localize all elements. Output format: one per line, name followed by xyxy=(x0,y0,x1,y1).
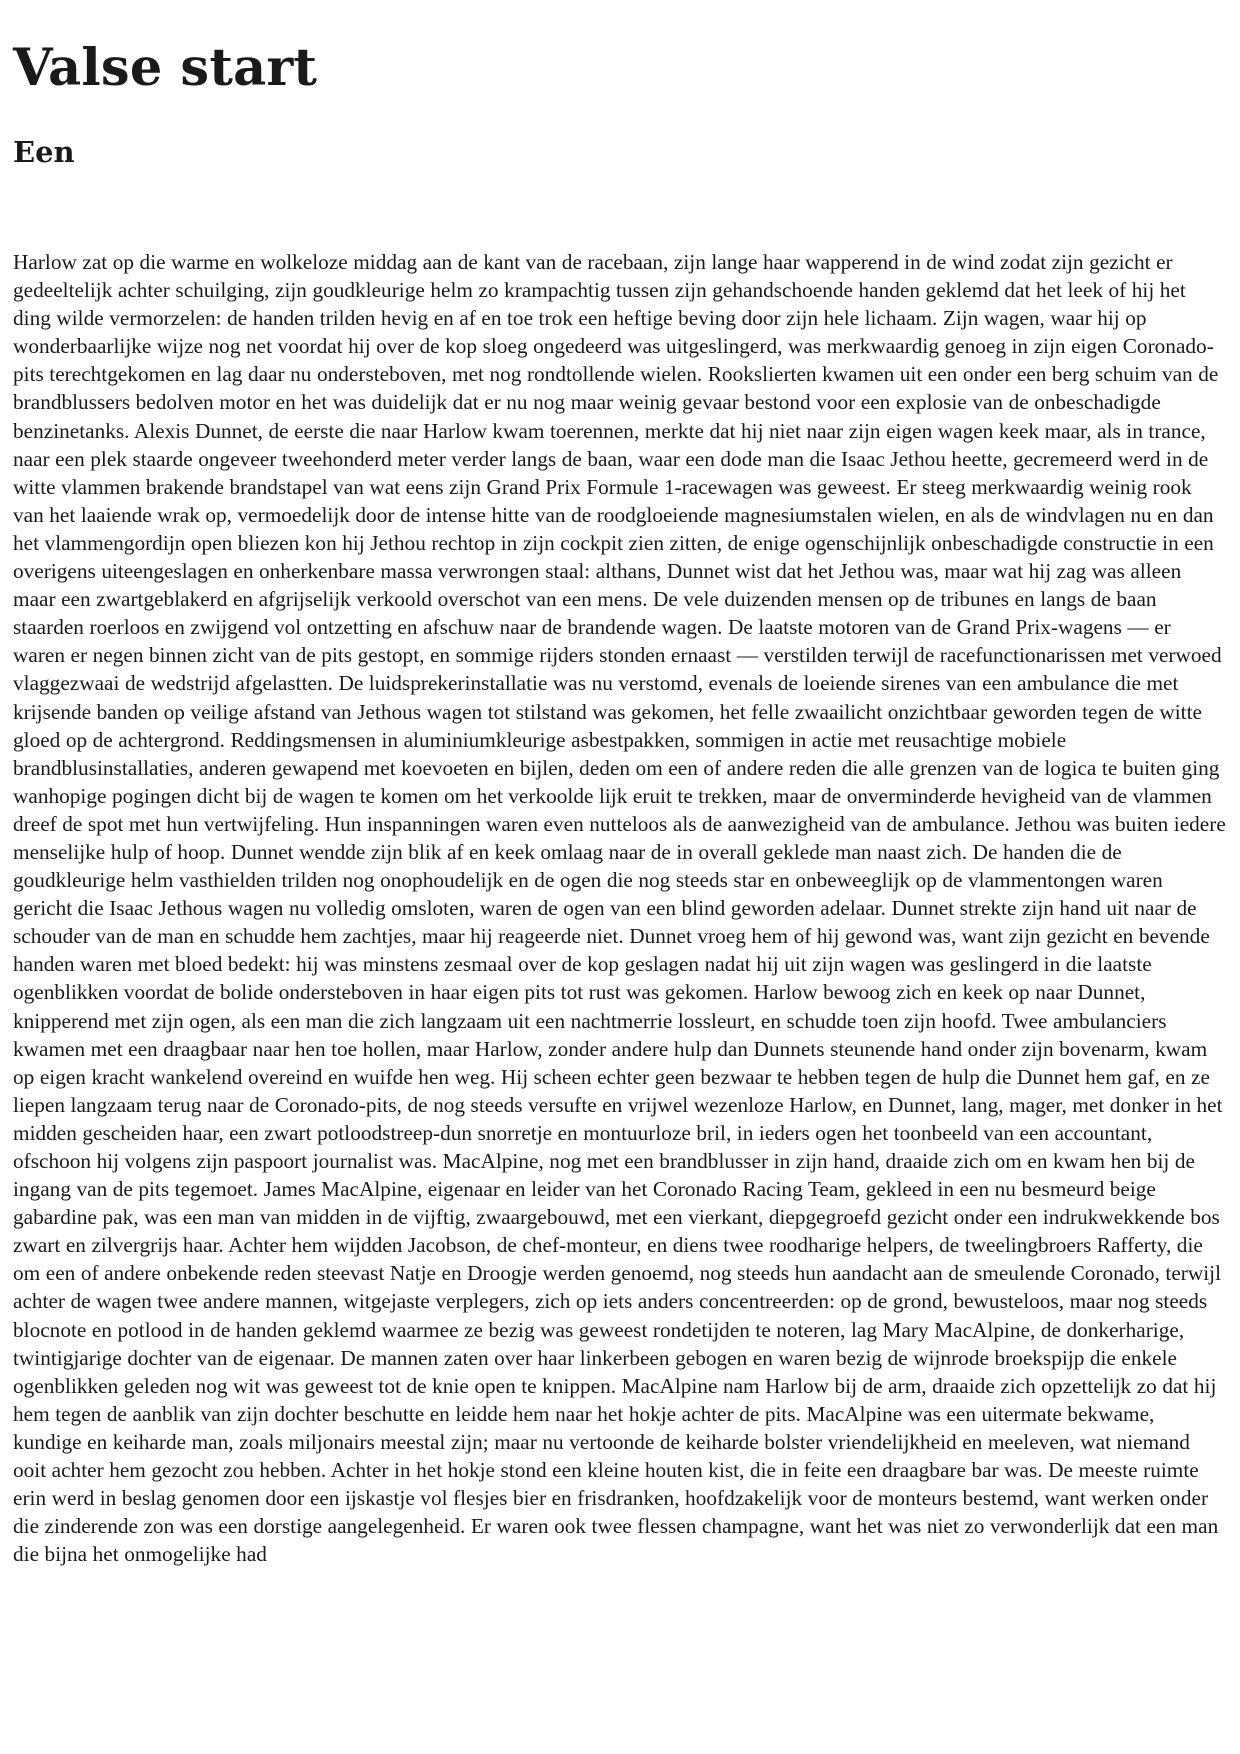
chapter-title: Een xyxy=(13,135,75,169)
book-title: Valse start xyxy=(13,38,318,98)
body-paragraph: Harlow zat op die warme en wolkeloze middag aan de kant van de racebaan, zijn lange haar wapperend in de wind zodat zijn gezicht er gedeeltelijk achter schuilging, zijn goudkleurige helm zo krampachtig tussen zijn gehandschoende handen geklemd dat het leek of hij het ding wilde vermorzelen: de handen trilden hevig en af en toe trok een heftige beving door zijn hele lichaam. Zijn wagen, waar hij op wonderbaarlijke wijze nog net voordat hij over de kop sloeg ongedeerd was uitgeslingerd, was merkwaardig genoeg in zijn eigen Coronado-pits terechtgekomen en lag daar nu ondersteboven, met nog rondtollende wielen. Rookslierten kwamen uit een onder een berg schuim van de brandblussers bedolven motor en het was duidelijk dat er nu nog maar weinig gevaar bestond voor een explosie van de onbeschadigde benzinetanks. Alexis Dunnet, de eerste die naar Harlow kwam toerennen, merkte dat hij niet naar zijn eigen wagen keek maar, als in trance, naar een plek staarde ongeveer tweehonderd meter verder langs de baan, waar een dode man die Isaac Jethou heette, gecremeerd werd in de witte vlammen brakende brandstapel van wat eens zijn Grand Prix Formule 1-racewagen was geweest. Er steeg merkwaardig weinig rook van het laaiende wrak op, vermoedelijk door de intense hitte van de roodgloeiende magnesiumstalen wielen, en als de windvlagen nu en dan het vlammengordijn open bliezen kon hij Jethou rechtop in zijn cockpit zien zitten, de enige ogenschijnlijk onbeschadigde constructie in een overigens uiteengeslagen en onherkenbare massa verwrongen staal: althans, Dunnet wist dat het Jethou was, maar wat hij zag was alleen maar een zwartgeblakerd en afgrijselijk verkoold overschot van een mens. De vele duizenden mensen op de tribunes en langs de baan staarden roerloos en zwijgend vol ontzetting en afschuw naar de brandende wagen. De laatste motoren van de Grand Prix-wagens — er waren er negen binnen zicht van de pits gestopt, en sommige rijders stonden ernaast — verstilden terwijl de racefunctionarissen met verwoed vlaggezwaai de wedstrijd afgelastten. De luidsprekerinstallatie was nu verstomd, evenals de loeiende sirenes van een ambulance die met krijsende banden op veilige afstand van Jethous wagen tot stilstand was gekomen, het felle zwaailicht onzichtbaar geworden tegen de witte gloed op de achtergrond. Reddingsmensen in aluminiumkleurige asbestpakken, sommigen in actie met reusachtige mobiele brandblusinstallaties, anderen gewapend met koevoeten en bijlen, deden om een of andere reden die alle grenzen van de logica te buiten ging wanhopige pogingen dicht bij de wagen te komen om het verkoolde lijk eruit te trekken, maar de onverminderde hevigheid van de vlammen dreef de spot met hun vertwijfeling. Hun inspanningen waren even nutteloos als de aanwezigheid van de ambulance. Jethou was buiten iedere menselijke hulp of hoop. Dunnet wendde zijn blik af en keek omlaag naar de in overall geklede man naast zich. De handen die de goudkleurige helm vasthielden trilden nog onophoudelijk en de ogen die nog steeds star en onbeweeglijk op de vlammentongen waren gericht die Isaac Jethous wagen nu volledig omsloten, waren de ogen van een blind geworden adelaar. Dunnet strekte zijn hand uit naar de schouder van de man en schudde hem zachtjes, maar hij reageerde niet. Dunnet vroeg hem of hij gewond was, want zijn gezicht en bevende handen waren met bloed bedekt: hij was minstens zesmaal over de kop geslagen nadat hij uit zijn wagen was geslingerd in die laatste ogenblikken voordat de bolide ondersteboven in haar eigen pits tot rust was gekomen. Harlow bewoog zich en keek op naar Dunnet, knipperend met zijn ogen, als een man die zich langzaam uit een nachtmerrie lossleurt, en schudde toen zijn hoofd. Twee ambulanciers kwamen met een draagbaar naar hen toe hollen, maar Harlow, zonder andere hulp dan Dunnets steunende hand onder zijn bovenarm, kwam op eigen kracht wankelend overeind en wuifde hen weg. Hij scheen echter geen bezwaar te hebben tegen de hulp die Dunnet hem gaf, en ze liepen langzaam terug naar de Coronado-pits, de nog steeds versufte en vrijwel wezenloze Harlow, en Dunnet, lang, mager, met donker in het midden gescheiden haar, een zwart potloodstreep-dun snorretje en montuurloze bril, in ieders ogen het toonbeeld van een accountant, ofschoon hij volgens zijn paspoort journalist was. MacAlpine, nog met een brandblusser in zijn hand, draaide zich om en kwam hen bij de ingang van de pits tegemoet. James MacAlpine, eigenaar en leider van het Coronado Racing Team, gekleed in een nu besmeurd beige gabardine pak, was een man van midden in de vijftig, zwaargebouwd, met een vierkant, diepgegroefd gezicht onder een indrukwekkende bos zwart en zilvergrijs haar. Achter hem wijdden Jacobson, de chef-monteur, en diens twee roodharige helpers, de tweelingbroers Rafferty, die om een of andere onbekende reden steevast Natje en Droogje werden genoemd, nog steeds hun aandacht aan de smeulende Coronado, terwijl achter de wagen twee andere mannen, witgejaste verplegers, zich op iets anders concentreerden: op de grond, bewusteloos, maar nog steeds blocnote en potlood in de handen geklemd waarmee ze bezig was geweest rondetijden te noteren, lag Mary MacAlpine, de donkerharige, twintigjarige dochter van de eigenaar. De mannen zaten over haar linkerbeen gebogen en waren bezig de wijnrode broekspijp die enkele ogenblikken geleden nog wit was geweest tot de knie open te knippen. MacAlpine nam Harlow bij de arm, draaide zich opzettelijk zo dat hij hem tegen de aanblik van zijn dochter beschutte en leidde hem naar het hokje achter de pits. MacAlpine was een uitermate bekwame, kundige en keiharde man, zoals miljonairs meestal zijn; maar nu vertoonde de keiharde bolster vriendelijkheid en meeleven, wat niemand ooit achter hem gezocht zou hebben. Achter in het hokje stond een kleine houten kist, die in feite een draagbare bar was. De meeste ruimte erin werd in beslag genomen door een ijskastje vol flesjes bier en frisdranken, hoofdzakelijk voor de monteurs bestemd, want werken onder die zinderende zon was een dorstige aangelegenheid. Er waren ook twee flessen champagne, want het was niet zo verwonderlijk dat een man die bijna het onmogelijke had xyxy=(13,250,1226,1567)
